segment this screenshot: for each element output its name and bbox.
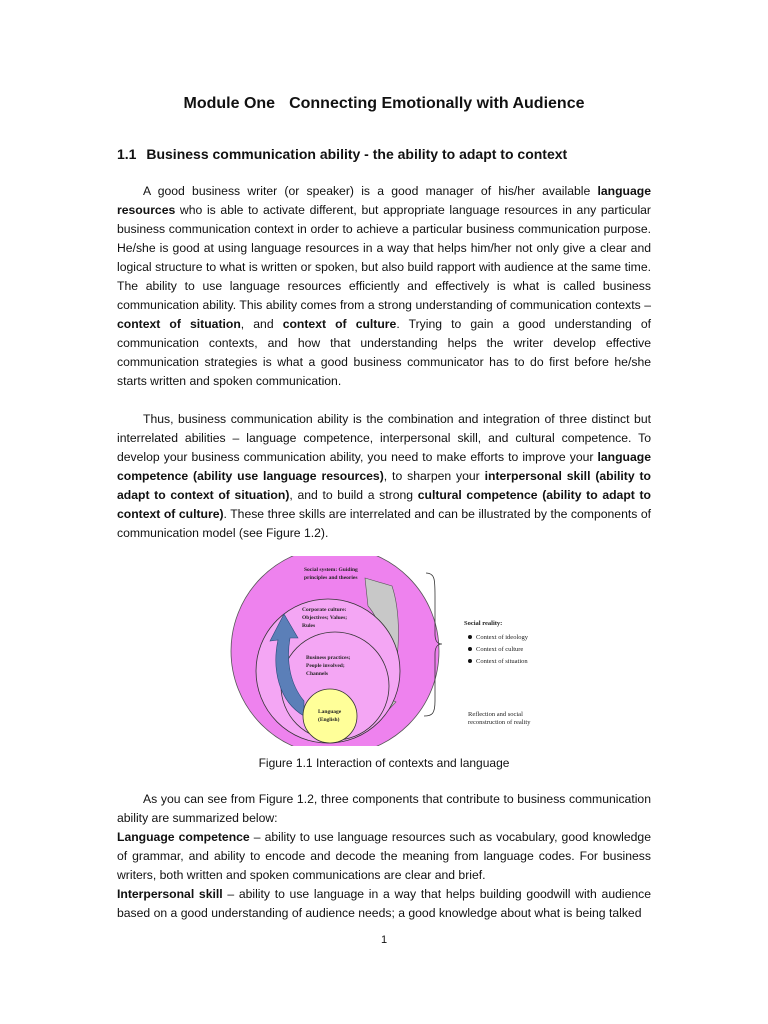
social-system-label-1: Social system: Guiding	[304, 567, 358, 573]
corporate-label-2: Objectives; Values;	[302, 615, 348, 621]
paragraph-5	[117, 885, 651, 923]
para2-bold-2: interpersonal skill (ability to adapt to context of situation)	[117, 469, 652, 502]
social-system-label-2: principles and theories	[304, 575, 358, 581]
practices-label-2: People involved;	[306, 663, 345, 669]
paragraph-4	[117, 828, 651, 885]
language-label-2: (English)	[318, 717, 340, 723]
reflection-label-2: reconstruction of reality	[468, 719, 531, 726]
context-language-diagram	[220, 556, 550, 746]
para3-text-1: As you can see from Figure 1.2, three components that contribute to business communication ability are summarized below:	[117, 792, 651, 825]
paragraph-2	[117, 410, 651, 543]
para1-bold-1: language resources	[117, 184, 651, 217]
paragraph-1	[117, 182, 651, 391]
para1-text-2: who is able to activate different, but appropriate language resources in any particular business communication context in order to achieve a particular business communication purpose. He/she is good at using language resources in a way that helps him/her not only give a clear and logical structure to what is written or spoken, but also build rapport with audience at the same time. The ability to use language resources efficiently and effectively is what is called business communication ability. This ability comes from a strong understanding of communication contexts –	[117, 203, 651, 312]
section-heading	[117, 146, 567, 162]
bullet-1	[468, 635, 472, 639]
para2-bold-3: cultural competence (ability to adapt to context of culture)	[117, 488, 652, 521]
language-circle	[303, 689, 357, 743]
corporate-label-1: Corporate culture:	[302, 607, 347, 613]
para4-bold-1: Language competence	[117, 830, 250, 844]
para2-bold-1: language competence (ability use language resources)	[117, 450, 651, 483]
figure-caption: Figure 1.1 Interaction of contexts and language	[258, 756, 510, 770]
para5-bold-1: Interpersonal skill	[117, 887, 223, 901]
module-title-text: Connecting Emotionally with Audience	[289, 95, 585, 112]
para2-text-3: , and to build a strong	[289, 488, 418, 502]
social-reality-item-1: Context of ideology	[476, 634, 528, 641]
practices-label-3: Channels	[306, 671, 329, 677]
language-label-1: Language	[318, 709, 342, 715]
social-reality-item-2: Context of culture	[476, 646, 524, 653]
corporate-label-3: Rules	[302, 623, 316, 629]
para1-text-1: A good business writer (or speaker) is a good manager of his/her available	[143, 184, 598, 198]
section-title: Business communication ability - the ability to adapt to context	[146, 146, 568, 162]
para4-text-1: – ability to use language resources such as vocabulary, good knowledge of grammar, and ability to encode and decode the meaning from language codes. For business writers, both written and spoken communications are clear and brief.	[117, 830, 651, 882]
practices-label-1: Business practices;	[306, 655, 351, 661]
bullet-2	[468, 647, 472, 651]
para1-bold-3: context of culture	[282, 317, 397, 331]
para5-text-1: – ability to use language in a way that helps building goodwill with audience based on a good understanding of audience needs; a good knowledge about what is being talked	[117, 887, 652, 920]
social-reality-item-3: Context of situation	[476, 658, 528, 665]
module-label: Module One	[183, 95, 276, 112]
page-number: 1	[380, 934, 388, 946]
para1-bold-2: context of situation	[117, 317, 241, 331]
bullet-3	[468, 659, 472, 663]
para1-text-4: . Trying to gain a good understanding of communication contexts, and how that understanding helps the writer develop effective communication strategies is what a good business communicator has to do first before he/she starts written and spoken communication.	[117, 317, 652, 388]
para2-text-1: Thus, business communication ability is the combination and integration of three distinct but interrelated abilities – language competence, interpersonal skill, and cultural competence. To develop your business communication ability, you need to make efforts to improve your	[117, 412, 651, 464]
para1-text-3: , and	[240, 317, 283, 331]
reflection-label-1: Reflection and social	[468, 711, 523, 718]
para2-text-2: , to sharpen your	[383, 469, 485, 483]
module-title	[0, 95, 768, 113]
social-reality-title: Social reality:	[464, 620, 503, 627]
para2-text-4: . These three skills are interrelated and can be illustrated by the components of communication model (see Figure 1.2).	[117, 507, 651, 540]
paragraph-3	[117, 790, 651, 828]
section-number: 1.1	[117, 146, 137, 162]
